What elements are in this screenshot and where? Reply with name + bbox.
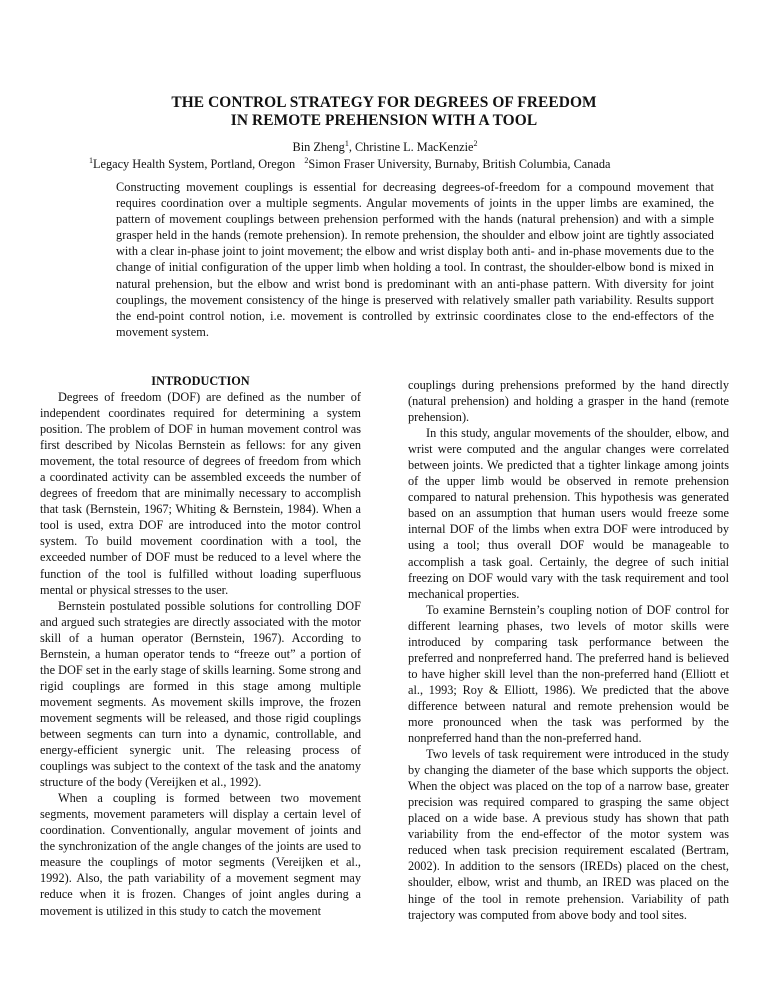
affil-1-mark: 1 bbox=[89, 155, 93, 165]
left-column bbox=[40, 373, 361, 919]
author-2: , Christine L. MacKenzie bbox=[348, 140, 474, 154]
author-list bbox=[60, 139, 710, 155]
paragraph: When a coupling is formed between two movement segments, movement parameters will display a certain level of coordination. Conventionally, angular movement of joints and the synchronization of the angle changes of the joints are used to measure the couplings of motor segments (Vereijken et al., 1992). Also, the path variability of a movement segment may reduce when it is frozen. Changes of joint angles during a movement is utilized in this study to catch the movement bbox=[40, 791, 361, 918]
affiliations bbox=[89, 156, 729, 172]
paragraph: Bernstein postulated possible solutions for controlling DOF and argued such strategies are directly associated with the motor skill of a human operator (Bernstein, 1967). According to Bernstein, a human operator tends to “freeze out” a portion of the DOF set in the early stage of skills learning. Some strong and rigid couplings are formed in this stage among multiple movement segments. As movement skills improve, the frozen movement segments will be released, and those rigid couplings between segments can turn into a dynamic, controllable, and energy-efficient synergic unit. The releasing process of couplings was subject to the context of the task and the anatomy structure of the body (Vereijken et al., 1992). bbox=[40, 598, 361, 790]
paragraph: Two levels of task requirement were introduced in the study by changing the diameter of the base which supports the object. When the object was placed on the top of a narrow base, greater precision was required compared to grasping the same object placed on a wide base. A previous study has shown that path variability from the end-effector of the motor system was reduced when task precision requirement escalated (Bertram, 2002). In addition to the sensors (IREDs) placed on the chest, shoulder, elbow, wrist and thumb, an IRED was placed on the hinge of the tool in remote prehension. Variability of path trajectory was computed from above body and tool sites. bbox=[408, 747, 729, 922]
affiliation-1: Legacy Health System, Portland, Oregon bbox=[93, 157, 296, 171]
title-line-1: THE CONTROL STRATEGY FOR DEGREES OF FREEDOM bbox=[171, 94, 597, 111]
paragraph: couplings during prehensions preformed by the hand directly (natural prehension) and holding a grasper in the hand (remote prehension). bbox=[408, 378, 729, 425]
author-2-affil-mark: 2 bbox=[473, 138, 478, 148]
affil-2-mark: 2 bbox=[304, 155, 309, 165]
author-1: Bin Zheng bbox=[292, 140, 345, 154]
section-heading-introduction: INTRODUCTION bbox=[151, 374, 250, 388]
author-1-affil-mark: 1 bbox=[344, 138, 349, 148]
paragraph: Degrees of freedom (DOF) are defined as the number of independent coordinates required for determining a system position. The problem of DOF in human movement control was first described by Nicolas Bernstein as fellows: for any given movement, the total resource of degrees of freedom from which a coordinated activity can be assembled exceeds the number of degrees of freedom that are minimally necessary to accomplish that task (Bernstein, 1967; Whiting & Bernstein, 1984). When a tool is used, extra DOF are introduced into the motor control system. To build movement coordination with a tool, the exceeded number of DOF must be reduced to a level where the function of the tool is fulfilled without loading superfluous mental or physical stresses to the user. bbox=[40, 390, 361, 597]
right-column bbox=[408, 377, 729, 923]
affiliation-2: Simon Fraser University, Burnaby, British Columbia, Canada bbox=[308, 157, 611, 171]
paragraph: To examine Bernstein’s coupling notion of DOF control for different learning phases, two levels of motor skills were introduced by comparing task performance between the preferred and nonpreferred hand. The preferred hand is believed to have higher skill level than the non-preferred hand (Elliott et al., 1993; Roy & Elliott, 1986). We predicted that the above difference between natural and remote prehension would be more pronounced when the task was performed by the nonpreferred hand than the non-preferred hand. bbox=[408, 602, 729, 746]
abstract: Constructing movement couplings is essential for decreasing degrees-of-freedom for a compound movement that requires coordination over a multiple segments. Angular movements of joints in the upper limbs are examined, the pattern of movement couplings between prehension performed with the hands (natural prehension) and with a simple grasper held in the hands (remote prehension). In remote prehension, the shoulder and elbow joint are tightly associated with a clear in-phase joint to joint movement; the elbow and wrist display both anti- and in-phase movements due to the change of initial configuration of the upper limb when holding a tool. In contrast, the shoulder-elbow bond is mixed in natural prehension, but the elbow and wrist bond is predominant with an anti-phase pattern. With diversity for joint couplings, the movement consistency of the hinge is preserved with relatively smaller path variability. Results support the end-point control notion, i.e. movement is controlled by extrinsic coordinates close to the end-effectors of the movement system. bbox=[116, 180, 714, 339]
paragraph: In this study, angular movements of the shoulder, elbow, and wrist were computed and the angular changes were correlated between joints. We predicted that a tighter linkage among joints of the upper limb would be observed in remote prehension compared to natural prehension. This hypothesis was generated based on an assumption that human users would freeze some internal DOF of the limbs when extra DOF were introduced by using a tool; thus overall DOF would be manageable to accomplish a task goal. Certainly, the degree of such initial freezing on DOF would vary with the task requirement and tool mechanical properties. bbox=[408, 426, 729, 601]
title-line-2: IN REMOTE PREHENSION WITH A TOOL bbox=[230, 112, 538, 129]
paper-title bbox=[60, 94, 708, 130]
